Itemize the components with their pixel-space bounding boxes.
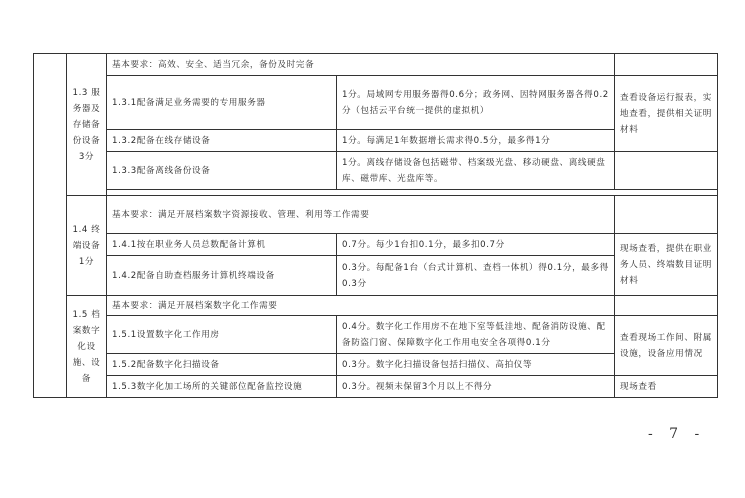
empty-cell	[615, 152, 718, 190]
item-standard: 0.3分。数字化扫描设备包括扫描仪、高拍仪等	[337, 354, 615, 376]
basic-requirement: 基本要求：满足开展档案数字资源接收、管理、利用等工作需要	[107, 196, 615, 234]
empty-cell	[615, 54, 718, 76]
section-title: 1.4 终端设备1分	[67, 196, 107, 296]
item-standard: 0.3分。每配备1台（台式计算机、查档一体机）得0.1分，最多得0.3分	[337, 256, 615, 296]
item-name: 1.5.2配备数字化扫描设备	[107, 354, 337, 376]
basic-requirement: 基本要求：高效、安全、适当冗余，备份及时完备	[107, 54, 615, 76]
item-name: 1.3.1配备满足业务需要的专用服务器	[107, 76, 337, 130]
evaluation-table	[33, 53, 718, 398]
left-margin-column	[34, 54, 67, 398]
section-title: 1.3 服务器及存储备份设备3分	[67, 54, 107, 196]
check-method: 现场查看，提供在职业务人员、终端数目证明材料	[615, 234, 718, 296]
item-standard: 1分。离线存储设备包括磁带、档案级光盘、移动硬盘、离线硬盘库、磁带库、光盘库等。	[337, 152, 615, 190]
check-method: 现场查看	[615, 376, 718, 398]
table-row	[34, 234, 718, 256]
table-row	[34, 296, 718, 316]
item-name: 1.4.2配备自助查档服务计算机终端设备	[107, 256, 337, 296]
page-number: - 7 -	[648, 426, 706, 442]
item-name: 1.3.3配备离线备份设备	[107, 152, 337, 190]
table-row	[34, 54, 718, 76]
item-standard: 0.4分。数字化工作用房不在地下室等低洼地、配备消防设施、配备防盗门窗、保障数字化工作用电安全各项得0.1分	[337, 316, 615, 354]
item-name: 1.3.2配备在线存储设备	[107, 130, 337, 152]
item-name: 1.5.1设置数字化工作用房	[107, 316, 337, 354]
basic-requirement: 基本要求：满足开展档案数字化工作需要	[107, 296, 615, 316]
item-standard: 0.7分。每少1台扣0.1分，最多扣0.7分	[337, 234, 615, 256]
table-row	[34, 76, 718, 130]
item-standard: 1分。局域网专用服务器得0.6分；政务网、因特网服务器各得0.2分（包括云平台统一提供的虚拟机）	[337, 76, 615, 130]
check-method: 查看设备运行报表，实地查看，提供相关证明材料	[615, 76, 718, 152]
table-row	[34, 152, 718, 190]
empty-cell	[615, 296, 718, 316]
item-name: 1.4.1按在职业务人员总数配备计算机	[107, 234, 337, 256]
table-row	[34, 316, 718, 354]
section-title: 1.5 档案数字化设施、设备	[67, 296, 107, 398]
item-standard: 0.3分。视频未保留3个月以上不得分	[337, 376, 615, 398]
empty-cell	[615, 196, 718, 234]
item-standard: 1分。每满足1年数据增长需求得0.5分，最多得1分	[337, 130, 615, 152]
item-name: 1.5.3数字化加工场所的关键部位配备监控设施	[107, 376, 337, 398]
table-row	[34, 376, 718, 398]
check-method: 查看现场工作间、附属设施，设备应用情况	[615, 316, 718, 376]
table-row	[34, 196, 718, 234]
